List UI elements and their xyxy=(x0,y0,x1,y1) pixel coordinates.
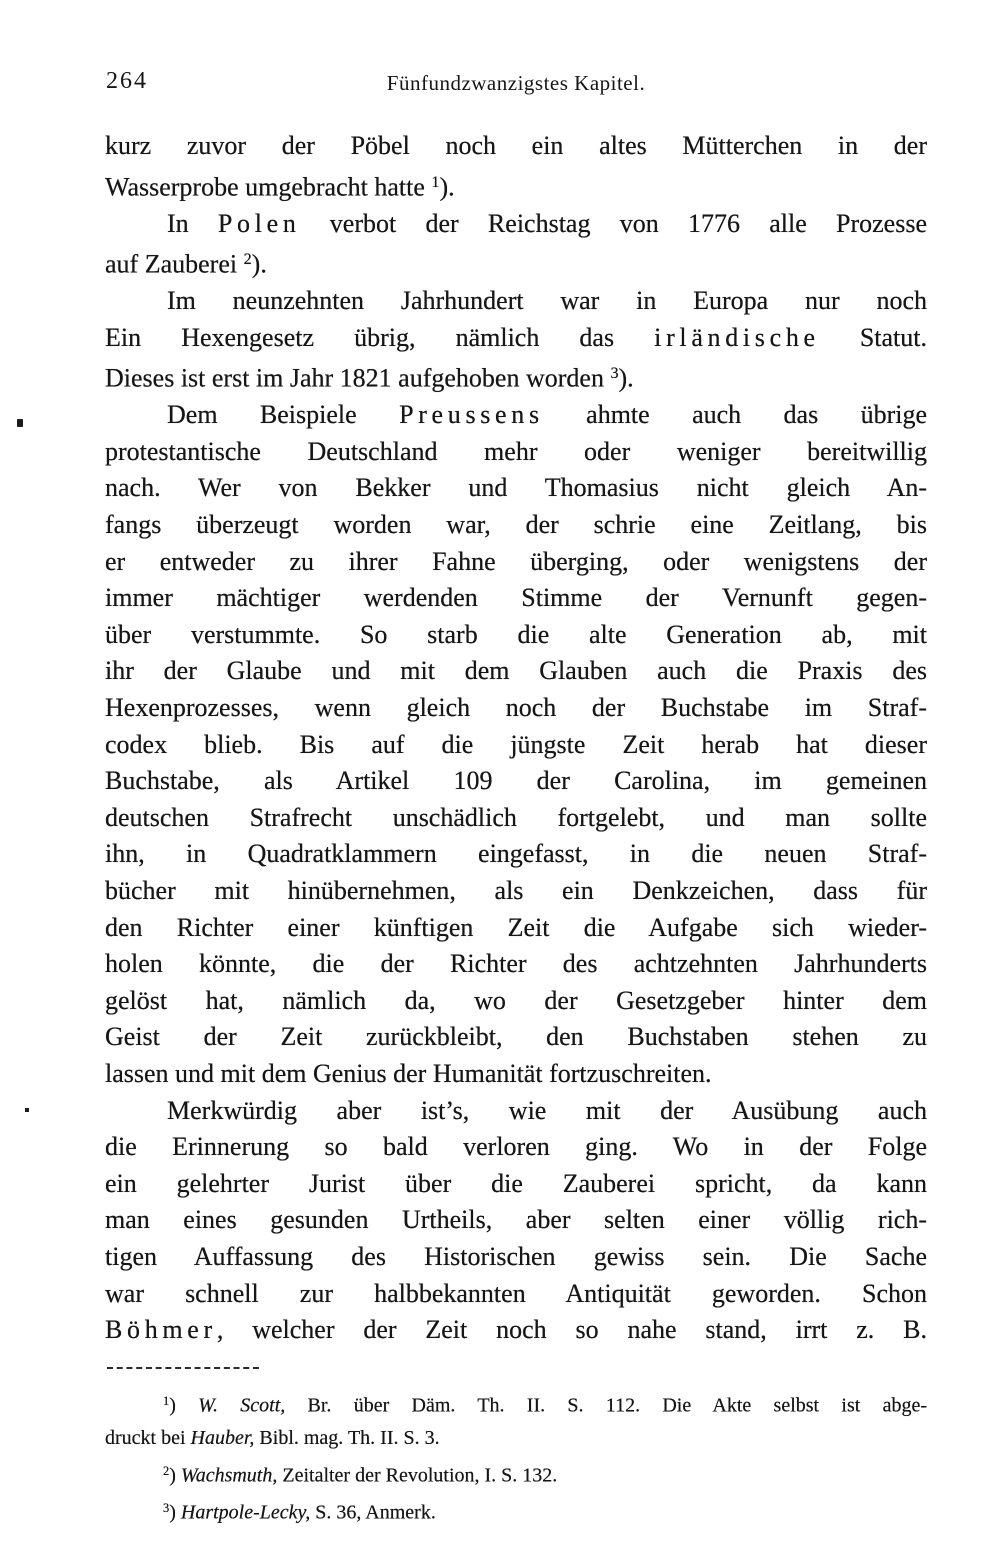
text-segment: ). xyxy=(618,363,634,393)
text-segment: Bibl. mag. Th. II. S. 3. xyxy=(254,1427,440,1450)
text-line xyxy=(105,165,927,206)
text-segment: ). xyxy=(439,171,455,201)
chapter-heading: Fünfundzwanzigstes Kapitel. xyxy=(386,71,646,95)
text-segment: auf Zauberei xyxy=(105,249,244,279)
text-segment: holen könnte, die der Richter des achtzehnten Jahrhunderts xyxy=(105,949,927,979)
text-line xyxy=(105,653,927,690)
footnote-divider xyxy=(107,1367,259,1369)
footnote-marker: 2 xyxy=(163,1463,170,1478)
text-segment: ). xyxy=(251,249,267,279)
text-segment: Statut. xyxy=(819,322,927,352)
text-line xyxy=(105,946,927,983)
footnote-marker: 3 xyxy=(163,1500,170,1515)
text-line xyxy=(105,1455,927,1492)
text-line xyxy=(105,1019,927,1056)
text-segment: ) xyxy=(169,1394,199,1417)
text-segment: druckt bei xyxy=(105,1427,191,1450)
text-line xyxy=(105,800,927,837)
text-segment: protestantische Deutschland mehr oder weniger bereitwillig xyxy=(105,436,927,466)
text-line xyxy=(105,1276,927,1313)
text-segment: Wachsmuth, xyxy=(180,1464,278,1487)
text-segment: Hartpole-Lecky, xyxy=(180,1501,311,1524)
text-line xyxy=(105,1312,927,1349)
footnote-marker: 1 xyxy=(431,173,440,191)
text-line xyxy=(105,1385,927,1422)
text-line xyxy=(105,320,927,357)
text-line xyxy=(105,242,927,283)
text-segment: Buchstabe, als Artikel 109 der Carolina, im gemeinen xyxy=(105,766,927,796)
ink-speck xyxy=(17,419,23,427)
text-segment: Geist der Zeit zurückbleibt, den Buchstaben stehen zu xyxy=(105,1022,927,1052)
text-line xyxy=(105,470,927,507)
text-segment: er entweder zu ihrer Fahne überging, oder wenigstens der xyxy=(105,546,927,576)
text-line xyxy=(105,910,927,947)
ink-speck xyxy=(25,1108,29,1112)
text-segment: ihr der Glaube und mit dem Glauben auch die Praxis des xyxy=(105,656,927,686)
text-segment: die Erinnerung so bald verloren ging. Wo in der Folge xyxy=(105,1132,927,1162)
text-segment: Dieses ist erst im Jahr 1821 aufgehoben worden xyxy=(105,363,611,393)
footnote-marker: 1 xyxy=(163,1394,170,1408)
page-number: 264 xyxy=(106,68,148,94)
text-segment: S. 36, Anmerk. xyxy=(310,1501,436,1524)
text-line xyxy=(105,206,927,243)
text-segment: tigen Auffassung des Historischen gewiss sein. Die Sache xyxy=(105,1241,927,1271)
text-segment: bücher mit hinübernehmen, als ein Denkzeichen, dass für xyxy=(105,876,927,905)
text-segment: ihn, in Quadratklammern eingefasst, in die neuen Straf- xyxy=(105,839,927,869)
text-line xyxy=(105,128,927,165)
text-segment: In xyxy=(167,208,218,238)
text-segment: ) xyxy=(169,1464,181,1487)
body-text xyxy=(105,128,927,1349)
footnote-marker: 3 xyxy=(610,365,619,383)
text-line xyxy=(105,1422,927,1455)
text-line xyxy=(105,1202,927,1239)
text-segment: ein gelehrter Jurist über die Zauberei spricht, da kann xyxy=(105,1168,927,1198)
text-segment: codex blieb. Bis auf die jüngste Zeit herab hat dieser xyxy=(105,729,927,759)
text-segment: Wasserprobe umgebracht hatte xyxy=(105,171,432,201)
text-segment: den Richter einer künftigen Zeit die Aufgabe sich wieder- xyxy=(105,912,927,942)
text-line xyxy=(105,1129,927,1166)
text-line xyxy=(105,690,927,727)
text-line xyxy=(105,1492,927,1529)
text-segment: Im neunzehnten Jahrhundert war in Europa nur noch xyxy=(167,286,927,316)
text-segment: ) xyxy=(169,1501,181,1524)
text-segment: gelöst hat, nämlich da, wo der Gesetzgeber hinter dem xyxy=(105,985,927,1015)
text-line xyxy=(105,356,927,397)
text-segment: kurz zuvor der Pöbel noch ein altes Mütterchen in der xyxy=(105,131,927,160)
footnote-marker: 2 xyxy=(243,251,252,269)
text-line xyxy=(105,983,927,1020)
text-segment: lassen und mit dem Genius der Humanität fortzuschreiten. xyxy=(105,1058,712,1088)
text-line xyxy=(105,397,927,434)
text-segment: Merkwürdig aber ist’s, wie mit der Ausübung auch xyxy=(167,1095,927,1125)
text-segment: , welcher der Zeit noch so nahe stand, irrt z. B. xyxy=(216,1315,927,1345)
text-segment: nach. Wer von Bekker und Thomasius nicht gleich An- xyxy=(105,473,927,503)
text-segment: Böhmer xyxy=(105,1315,217,1345)
text-segment: immer mächtiger werdenden Stimme der Vernunft gegen- xyxy=(105,583,927,613)
text-segment: verbot der Reichstag von 1776 alle Prozesse xyxy=(300,208,927,238)
text-segment: Zeitalter der Revolution, I. S. 132. xyxy=(277,1464,558,1487)
text-segment: Preussens xyxy=(399,400,544,430)
text-segment: Hauber, xyxy=(190,1427,255,1450)
text-segment: Hexenprozesses, wenn gleich noch der Buchstabe im Straf- xyxy=(105,693,927,723)
text-line xyxy=(105,727,927,764)
text-line xyxy=(105,836,927,873)
text-segment: man eines gesunden Urtheils, aber selten einer völlig rich- xyxy=(105,1205,927,1235)
text-segment: Polen xyxy=(217,208,301,238)
text-segment: über verstummte. So starb die alte Generation ab, mit xyxy=(105,619,927,649)
text-segment: W. Scott, xyxy=(198,1394,286,1417)
text-segment: Br. über Däm. Th. II. S. 112. Die Akte selbst ist abge- xyxy=(285,1394,927,1417)
text-line xyxy=(105,1239,927,1276)
text-line xyxy=(105,1056,927,1093)
text-segment: war schnell zur halbbekannten Antiquität geworden. Schon xyxy=(105,1278,927,1308)
footnotes xyxy=(105,1385,927,1529)
text-line xyxy=(105,544,927,581)
text-line xyxy=(105,507,927,544)
text-segment: ahmte auch das übrige xyxy=(543,400,928,430)
text-segment: Dem Beispiele xyxy=(167,400,400,430)
text-line xyxy=(105,1093,927,1130)
text-segment: Ein Hexengesetz übrig, nämlich das xyxy=(105,322,655,352)
text-line xyxy=(105,434,927,471)
text-segment: fangs überzeugt worden war, der schrie eine Zeitlang, bis xyxy=(105,510,927,540)
text-line xyxy=(105,763,927,800)
text-line xyxy=(105,617,927,654)
text-segment: deutschen Strafrecht unschädlich fortgelebt, und man sollte xyxy=(105,802,927,832)
text-segment: irländische xyxy=(654,322,820,352)
text-line xyxy=(105,1166,927,1203)
text-line xyxy=(105,580,927,617)
text-line xyxy=(105,283,927,320)
text-line xyxy=(105,873,927,910)
